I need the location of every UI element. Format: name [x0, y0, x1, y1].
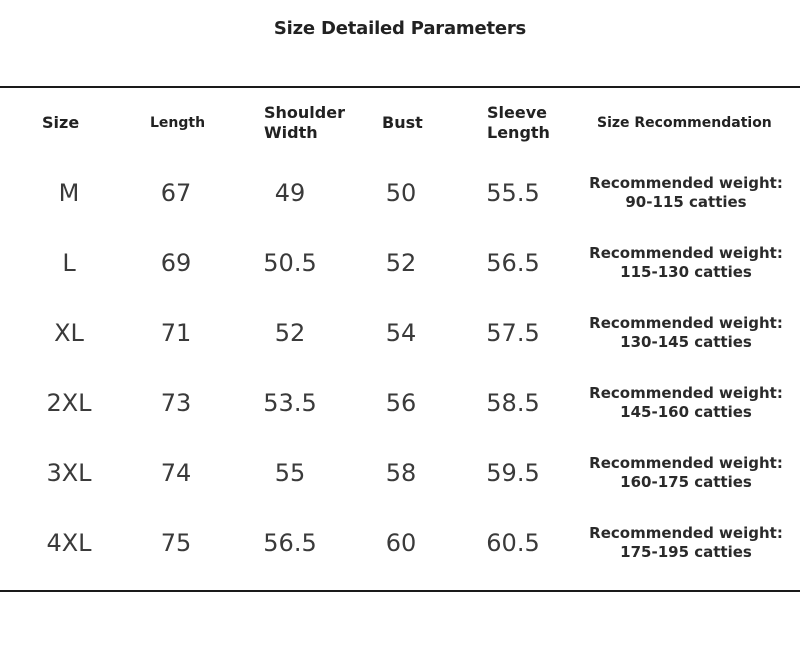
- header-bust: Bust: [382, 113, 423, 132]
- cell-sleeve-length: 60.5: [486, 529, 540, 557]
- cell-bust: 56: [385, 389, 417, 417]
- cell-length: 67: [160, 179, 192, 207]
- cell-shoulder-width: 55: [274, 459, 306, 487]
- cell-shoulder-width: 56.5: [263, 529, 317, 557]
- table-bottom-rule: [0, 590, 800, 592]
- cell-recommendation: Recommended weight: 115-130 catties: [589, 244, 783, 281]
- cell-shoulder-width: 53.5: [263, 389, 317, 417]
- cell-sleeve-length: 58.5: [486, 389, 540, 417]
- cell-recommendation: Recommended weight: 145-160 catties: [589, 384, 783, 421]
- cell-sleeve-length: 59.5: [486, 459, 540, 487]
- size-table: [0, 88, 800, 578]
- cell-length: 73: [160, 389, 192, 417]
- cell-sleeve-length: 56.5: [486, 249, 540, 277]
- table-row: [0, 368, 800, 438]
- cell-size: 2XL: [46, 389, 92, 417]
- table-row: [0, 508, 800, 578]
- cell-recommendation: Recommended weight: 130-145 catties: [589, 314, 783, 351]
- cell-length: 74: [160, 459, 192, 487]
- table-row: [0, 228, 800, 298]
- header-shoulder-width: Shoulder Width: [264, 103, 345, 142]
- cell-length: 69: [160, 249, 192, 277]
- cell-size: L: [62, 249, 76, 277]
- cell-recommendation: Recommended weight: 160-175 catties: [589, 454, 783, 491]
- cell-length: 71: [160, 319, 192, 347]
- cell-bust: 58: [385, 459, 417, 487]
- header-sleeve-length: Sleeve Length: [487, 103, 550, 142]
- cell-bust: 54: [385, 319, 417, 347]
- cell-size: M: [58, 179, 80, 207]
- cell-shoulder-width: 52: [274, 319, 306, 347]
- cell-size: 4XL: [46, 529, 92, 557]
- header-size-recommendation: Size Recommendation: [597, 115, 772, 131]
- cell-recommendation: Recommended weight: 90-115 catties: [589, 174, 783, 211]
- cell-shoulder-width: 49: [274, 179, 306, 207]
- cell-size: 3XL: [46, 459, 92, 487]
- table-header-row: [0, 88, 800, 158]
- cell-bust: 60: [385, 529, 417, 557]
- cell-bust: 50: [385, 179, 417, 207]
- cell-length: 75: [160, 529, 192, 557]
- page-title: Size Detailed Parameters: [273, 18, 527, 39]
- cell-sleeve-length: 57.5: [486, 319, 540, 347]
- table-row: [0, 298, 800, 368]
- header-size: Size: [42, 113, 80, 132]
- cell-bust: 52: [385, 249, 417, 277]
- table-row: [0, 158, 800, 228]
- header-length: Length: [150, 115, 206, 131]
- cell-shoulder-width: 50.5: [263, 249, 317, 277]
- cell-sleeve-length: 55.5: [486, 179, 540, 207]
- cell-recommendation: Recommended weight: 175-195 catties: [589, 524, 783, 561]
- table-row: [0, 438, 800, 508]
- cell-size: XL: [54, 319, 84, 347]
